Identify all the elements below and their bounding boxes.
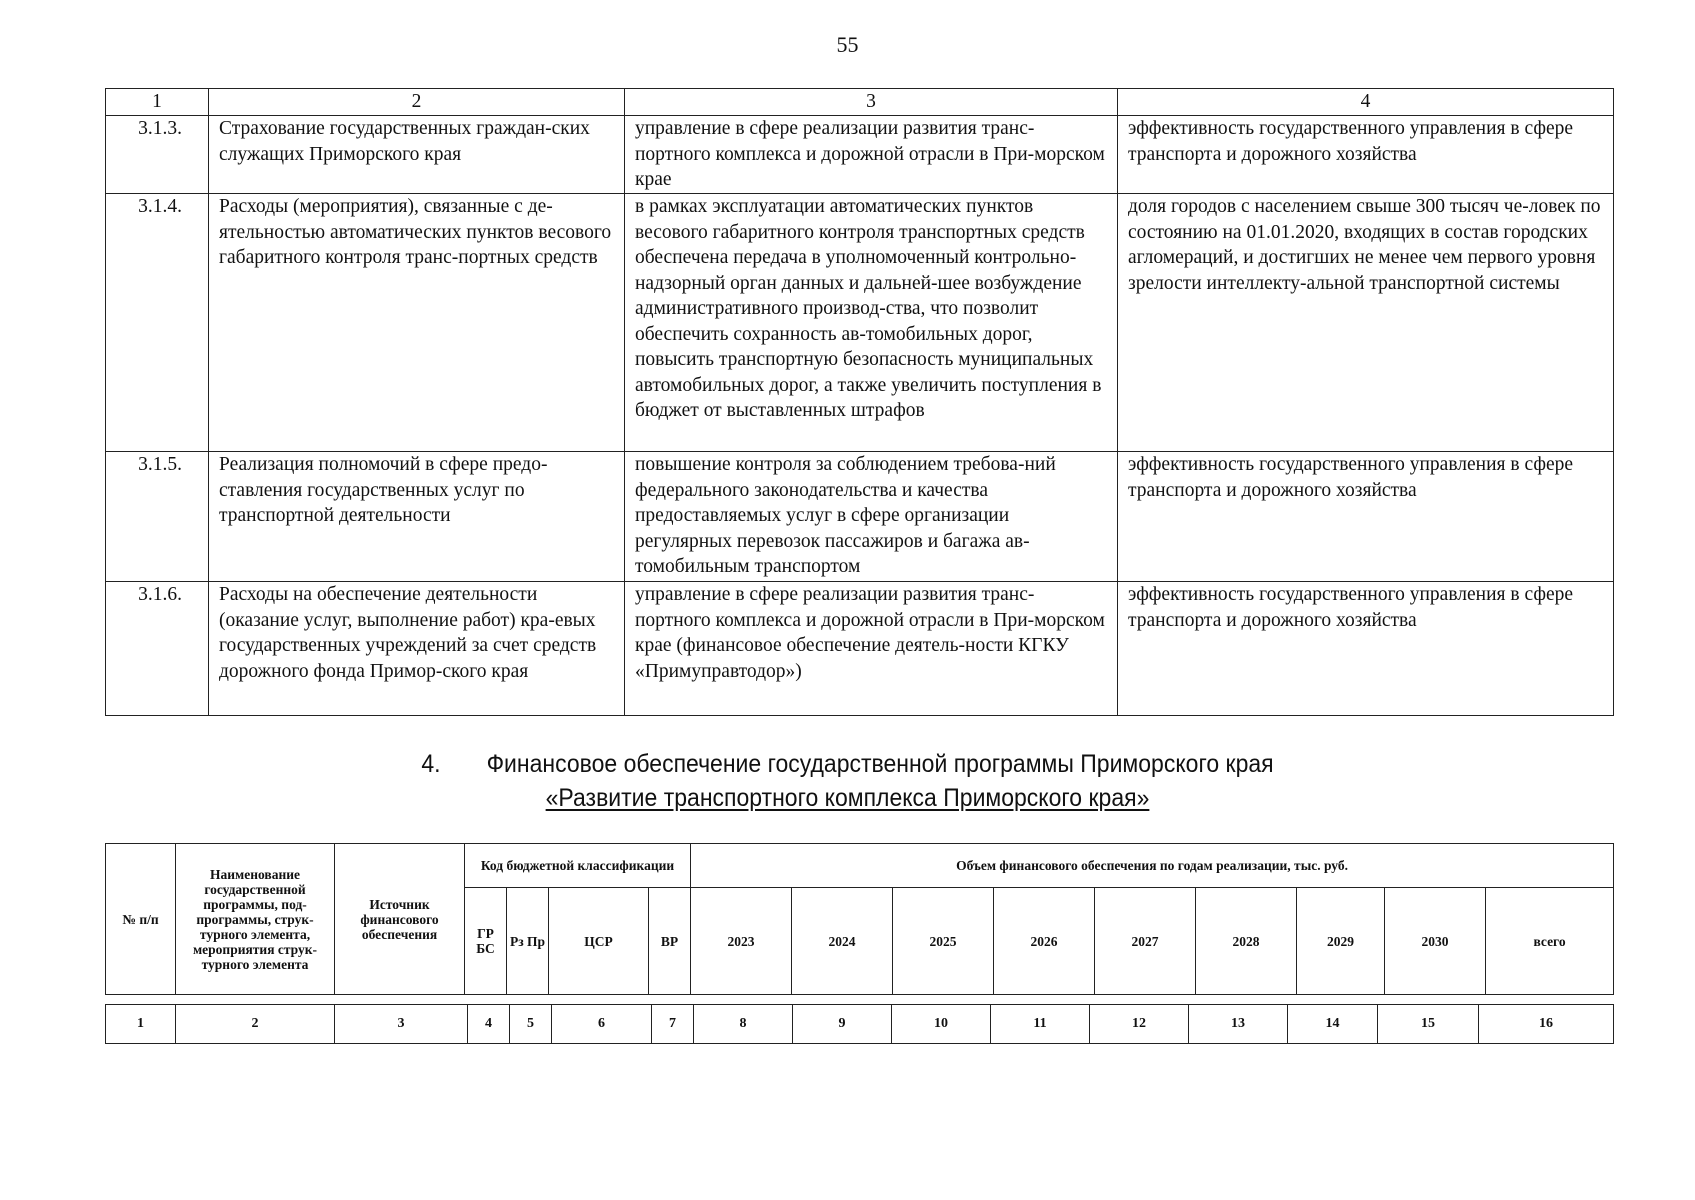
table-row <box>106 194 1614 452</box>
row-number: 3.1.3. <box>106 116 209 194</box>
column-header-name: Наименование государственной программы, под-программы, струк-турного элемента, мероприятия струк-турного элемента <box>176 844 335 995</box>
column-header-rzpr: Рз Пр <box>507 888 549 995</box>
column-number-cell: 11 <box>991 1005 1090 1044</box>
measure-name: Страхование государственных граждан-ских служащих Приморского края <box>209 116 625 194</box>
row-number: 3.1.6. <box>106 582 209 716</box>
table-row <box>106 452 1614 582</box>
column-number-cell: 7 <box>652 1005 694 1044</box>
column-number-cell: 6 <box>552 1005 652 1044</box>
column-number-cell: 13 <box>1189 1005 1288 1044</box>
measure-result: повышение контроля за соблюдением требова-ний федерального законодательства и качества предоставляемых услуг в сфере организации регулярных перевозок пассажиров и багажа ав-томобильным транспортом <box>625 452 1118 582</box>
column-number-cell: 5 <box>510 1005 552 1044</box>
column-number-header: 3 <box>625 89 1118 116</box>
column-number-cell: 10 <box>892 1005 991 1044</box>
row-number: 3.1.5. <box>106 452 209 582</box>
column-header-source: Источник финансового обеспечения <box>335 844 465 995</box>
table-row <box>106 116 1614 194</box>
column-header-csr: ЦСР <box>549 888 649 995</box>
column-header-number: № п/п <box>106 844 176 995</box>
measure-name: Расходы (мероприятия), связанные с де-ятельностью автоматических пунктов весового габаритного контроля транс-портных средств <box>209 194 625 452</box>
column-header-year: 2029 <box>1297 888 1385 995</box>
finance-table-header <box>105 843 1614 995</box>
column-header-year: 2024 <box>792 888 893 995</box>
section-title-line1 <box>68 747 1627 781</box>
column-number-cell: 16 <box>1479 1005 1614 1044</box>
column-number-header: 2 <box>209 89 625 116</box>
measure-name: Реализация полномочий в сфере предо-ставления государственных услуг по транспортной деятельности <box>209 452 625 582</box>
column-header-grbs: ГР БС <box>465 888 507 995</box>
column-header-year: 2023 <box>691 888 792 995</box>
section-title-text: Финансовое обеспечение государственной программы Приморского края <box>486 750 1274 778</box>
measure-result: управление в сфере реализации развития транс-портного комплекса и дорожной отрасли в При-морском крае (финансовое обеспечение деятель-ности КГКУ «Примуправтодор») <box>625 582 1118 716</box>
measure-indicator: доля городов с населением свыше 300 тысяч че-ловек по состоянию на 01.01.2020, входящих в состав городских агломераций, и достигших не менее чем первого уровня зрелости интеллекту-альной транспортной системы <box>1118 194 1614 452</box>
finance-header-row-top <box>106 844 1614 888</box>
measures-table <box>105 88 1614 716</box>
measure-result: управление в сфере реализации развития транс-портного комплекса и дорожной отрасли в При-морском крае <box>625 116 1118 194</box>
column-number-cell: 4 <box>468 1005 510 1044</box>
section-number: 4. <box>421 750 441 778</box>
measures-table-header-row <box>106 89 1614 116</box>
column-number-cell: 8 <box>694 1005 793 1044</box>
column-number-cell: 3 <box>335 1005 468 1044</box>
column-header-year: 2028 <box>1196 888 1297 995</box>
column-header-financing-volume: Объем финансового обеспечения по годам реализации, тыс. руб. <box>691 844 1614 888</box>
column-number-cell: 9 <box>793 1005 892 1044</box>
page-number: 55 <box>836 32 859 57</box>
column-number-cell: 12 <box>1090 1005 1189 1044</box>
column-header-year: 2026 <box>994 888 1095 995</box>
table-row <box>106 582 1614 716</box>
column-number-cell: 15 <box>1378 1005 1479 1044</box>
column-header-year: 2030 <box>1385 888 1486 995</box>
measure-indicator: эффективность государственного управления в сфере транспорта и дорожного хозяйства <box>1118 116 1614 194</box>
section-title-line2: «Развитие транспортного комплекса Приморского края» <box>545 784 1150 812</box>
column-header-budget-code: Код бюджетной классификации <box>465 844 691 888</box>
finance-table-column-numbers <box>105 1004 1614 1044</box>
measure-indicator: эффективность государственного управления в сфере транспорта и дорожного хозяйства <box>1118 452 1614 582</box>
column-header-year: 2027 <box>1095 888 1196 995</box>
column-number-cell: 2 <box>176 1005 335 1044</box>
column-number-header: 1 <box>106 89 209 116</box>
row-number: 3.1.4. <box>106 194 209 452</box>
column-header-vr: ВР <box>649 888 691 995</box>
measure-name: Расходы на обеспечение деятельности (оказание услуг, выполнение работ) кра-евых государственных учреждений за счет средств дорожного фонда Примор-ского края <box>209 582 625 716</box>
measure-indicator: эффективность государственного управления в сфере транспорта и дорожного хозяйства <box>1118 582 1614 716</box>
column-number-cell: 1 <box>106 1005 176 1044</box>
column-number-header: 4 <box>1118 89 1614 116</box>
column-number-cell: 14 <box>1288 1005 1378 1044</box>
column-header-year: 2025 <box>893 888 994 995</box>
section-heading <box>68 747 1627 815</box>
measure-result: в рамках эксплуатации автоматических пунктов весового габаритного контроля транспортных средств обеспечена передача в уполномоченный контрольно-надзорный орган данных и дальней-шее возбуждение административного производ-ства, что позволит обеспечить сохранность ав-томобильных дорог, повысить транспортную безопасность муниципальных автомобильных дорог, а также увеличить поступления в бюджет от выставленных штрафов <box>625 194 1118 452</box>
column-numbers-row <box>106 1005 1614 1044</box>
column-header-total: всего <box>1486 888 1614 995</box>
